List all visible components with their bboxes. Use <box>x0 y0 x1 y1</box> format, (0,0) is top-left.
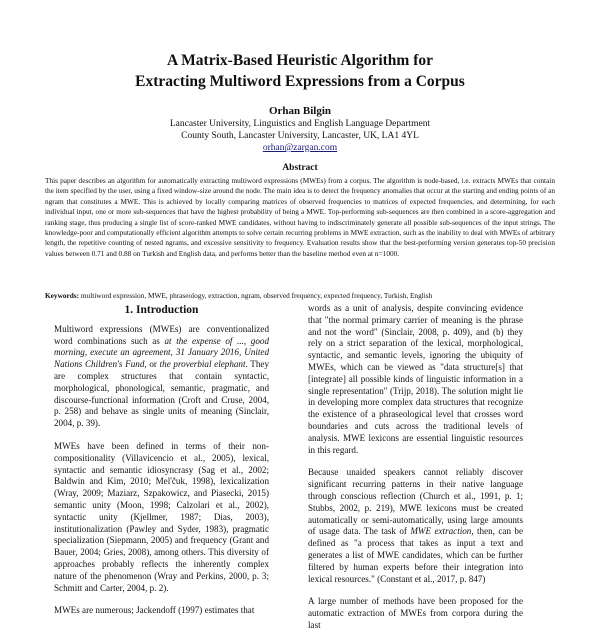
keywords-text: multiword expression, MWE, phraseology, extraction, ngram, observed frequency, expected frequency, Turkish, English <box>80 291 433 300</box>
intro-p1-text-b: , or <box>144 359 160 370</box>
affiliation-line-2: County South, Lancaster University, Lancaster, UK, LA1 4YL <box>181 131 419 141</box>
intro-paragraph-2: MWEs have been defined in terms of their non-compositionality (Villavicencio et al., 2005), lexical, syntactic and semantic idiosyncrasy (Sag et al., 2002; Baldwin and Kim, 2010; Mel'čuk, 1998), lexicalization (Wray, 2009; Maziarz, Szpakowicz, and Piasecki, 2015) semantic unity (Moon, 1998; Calzolari et al., 2002), syntactic unity (Kjellmer, 1987; Dias, 2003), institutionalization (Pawley and Syder, 1983), pragmatic specialization (Siepmann, 2005) and frequency (Grant and Bauer, 2004; Gries, 2008), among others. This diversity of approaches probably reflects the inherently complex nature of the phenomenon (Wray and Perkins, 2000, p. 3; Schmitt and Carter, 2004, p. 2). <box>54 440 269 593</box>
intro-p1-text-c: . They are complex structures that contain syntactic, morphological, phonological, semantic, pragmatic, and discourse-functional information (Croft and Cruse, 2004, p. 258) and behave as single units of meaning (Sinclair, 2004, p. 39). <box>54 359 269 429</box>
right-paragraph-1: words as a unit of analysis, despite convincing evidence that "the normal primary carrier of meaning is the phrase and not the word" (Sinclair, 2008, p. 409), and (b) they rely on a strict separation of the lexical, morphological, syntactic, and semantic levels, ignoring the ubiquity of MWEs, which can be viewed as "data structure[s] that [integrate] all possible kinds of linguistic information in a single representation" (Trijp, 2018). The solution might lie in developing more complex data structures that recognize the existence of a phraseological level that crosses word boundaries and cuts across the traditional levels of analysis. MWE lexicons are essential linguistic resources in this regard. <box>308 303 523 455</box>
affiliation-line-1: Lancaster University, Linguistics and English Language Department <box>169 119 431 129</box>
right-p2-term: MWE extraction <box>410 526 472 537</box>
right-p2-text-b: , then, can be defined as "a process that takes as input a text and generates a list of MWE candidates, which can be further filtered by human experts before their integration into lexical resources." (Constant et al., 2017, p. 847) <box>308 526 523 584</box>
abstract-text: This paper describes an algorithm for automatically extracting multiword expressions (MWEs) from a corpus. The algorithm is node-based, i.e. extracts MWEs that contain the item specified by the user, using a fixed window-size around the node. The main idea is to detect the frequency anomalies that occur at the starting and ending points of an ngram that constitutes a MWE. This is achieved by locally comparing matrices of observed frequencies to matrices of expected frequencies, and determining, for each individual input, one or more sub-sequences that have the highest probability of being a MWE. Top-performing sub-sequences are then combined in a score-aggregation and ranking stage, thus producing a single list of score-ranked MWE candidates, without having to indiscriminately generate all possible sub-sequences of the input strings. The knowledge-poor and computationally efficient algorithm attempts to solve certain recurring problems in MWE extraction, such as the inability to deal with MWEs of arbitrary length, the repetitive counting of nested ngrams, and excessive sensitivity to frequency. Evaluation results show that the best-performing version generates top-50 precision values between 0.71 and 0.88 on Turkish and English data, and performs better than the baseline method even at n=1000. <box>45 176 555 258</box>
author-email-link[interactable]: orhan@zargan.com <box>262 143 338 153</box>
right-paragraph-3: A large number of methods have been proposed for the automatic extraction of MWEs from corpora during the last <box>308 596 523 630</box>
left-column <box>54 303 269 628</box>
section-heading-introduction: 1. Introduction <box>124 304 199 316</box>
paper-title <box>40 50 560 92</box>
intro-p1-text-a: Multiword expressions (MWEs) are conventionalized word combinations such as <box>54 323 269 346</box>
right-p2-text-a: Because unaided speakers cannot reliably discover significant recurring patterns in their native language through conscious reflection (Church et al., 1991, p. 1; Stubbs, 2002, p. 219), MWE lexicons must be created automatically or semi-automatically, using large amounts of usage data. The task of <box>308 467 523 537</box>
intro-p1-example-2: the proverbial elephant <box>159 359 246 370</box>
author-affiliation <box>40 118 560 154</box>
author-name: Orhan Bilgin <box>268 105 332 117</box>
keywords-line <box>45 291 555 301</box>
title-line-2: Extracting Multiword Expressions from a Corpus <box>135 73 465 90</box>
right-column <box>308 303 523 643</box>
right-paragraph-2 <box>308 467 523 585</box>
intro-paragraph-3: MWEs are numerous; Jackendoff (1997) estimates that <box>54 605 255 616</box>
intro-paragraph-1 <box>54 324 269 430</box>
keywords-label: Keywords: <box>45 291 80 300</box>
abstract-heading: Abstract <box>282 163 318 173</box>
intro-p1-examples: at the expense of ..., good morning, execute an agreement, 31 January 2016, United Nations Children's Fund <box>54 335 269 370</box>
title-line-1: A Matrix-Based Heuristic Algorithm for <box>166 52 434 69</box>
